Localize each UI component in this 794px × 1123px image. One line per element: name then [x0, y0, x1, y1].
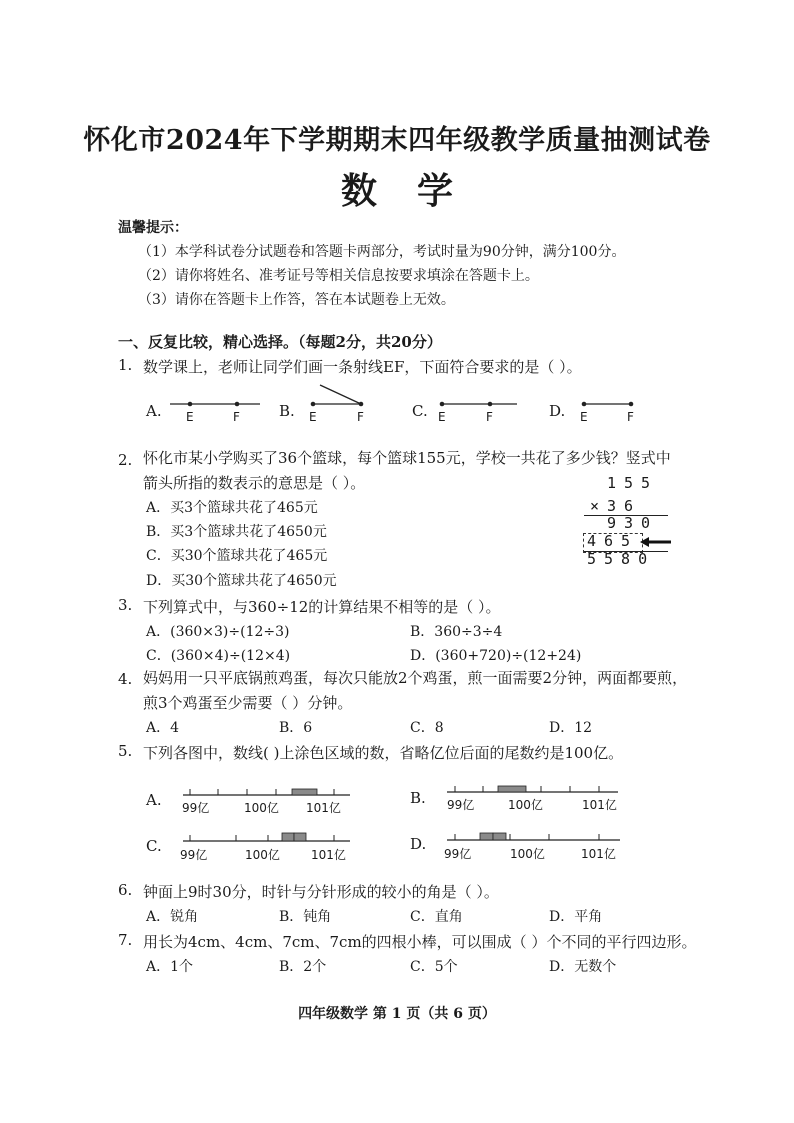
notice-item-1: （1）本学科试卷分试题卷和答题卡两部分，考试时量为90分钟，满分100分。 [138, 244, 626, 260]
q7-option-b: B．2个 [279, 959, 327, 975]
mult-row-product: 5580 [587, 550, 656, 568]
q5-number: 5. [118, 742, 133, 760]
q2-option-a: A．买3个篮球共花了465元 [146, 500, 318, 516]
q5-line-b [447, 786, 618, 792]
q2-text-line1: 怀化市某小学购买了36个篮球，每个篮球155元，学校一共花了多少钱？竖式中 [143, 449, 671, 467]
q4-text-line2: 煎3个鸡蛋至少需要（ ）分钟。 [143, 694, 353, 712]
q2-option-b: B．买3个篮球共花了4650元 [146, 524, 327, 540]
notice-item-3: （3）请你在答题卡上作答，答在本试题卷上无效。 [138, 292, 455, 308]
q1-number: 1. [118, 356, 133, 374]
q4-text-line1: 妈妈用一只平底锅煎鸡蛋，每次只能放2个鸡蛋，煎一面需要2分钟，两面都要煎， [143, 669, 688, 687]
q4-number: 4. [118, 670, 133, 688]
q5-d-label-99: 99亿 [444, 847, 472, 861]
q7-option-d: D．无数个 [549, 959, 617, 975]
q1-d-label-e: E [580, 410, 588, 424]
mult-row-multiplier: ×36 [590, 497, 642, 515]
q3-number: 3. [118, 596, 133, 614]
q1-d-label-f: F [627, 410, 634, 424]
q4-option-d: D．12 [549, 720, 593, 736]
q7-option-c: C．5个 [410, 959, 458, 975]
q5-b-label-101: 101亿 [582, 798, 617, 812]
exam-title: 怀化市2024年下学期期末四年级教学质量抽测试卷 [83, 125, 711, 156]
q1-option-a-label: A. [146, 402, 162, 420]
q5-c-label-99: 99亿 [180, 848, 208, 862]
q4-option-a: A．4 [146, 720, 180, 736]
q5-option-d-label: D. [410, 835, 427, 853]
q5-option-a-label: A. [146, 791, 162, 809]
q2-option-c: C．买30个篮球共花了465元 [146, 548, 328, 564]
mult-row-partial-1: 930 [607, 514, 659, 532]
q1-option-d-label: D. [549, 402, 566, 420]
q3-option-d: D．(360+720)÷(12+24) [410, 648, 582, 664]
q6-option-a: A．锐角 [146, 909, 199, 925]
q5-d-label-100: 100亿 [510, 847, 545, 861]
q6-option-c: C．直角 [410, 909, 463, 925]
q5-c-label-101: 101亿 [311, 848, 346, 862]
q5-line-a [183, 789, 350, 795]
q7-number: 7. [118, 931, 133, 949]
section-1-heading: 一、反复比较，精心选择。（每题2分，共20分） [118, 333, 442, 351]
mult-row-multiplicand: 155 [607, 474, 659, 492]
q6-option-b: B．钝角 [279, 909, 332, 925]
q5-c-label-100: 100亿 [245, 848, 280, 862]
q5-a-label-101: 101亿 [306, 801, 341, 815]
notice-heading: 温馨提示： [118, 220, 188, 236]
q5-a-label-99: 99亿 [182, 801, 210, 815]
q5-d-label-101: 101亿 [581, 847, 616, 861]
q5-line-c [183, 833, 350, 841]
q6-number: 6. [118, 881, 133, 899]
q1-b-label-f: F [357, 410, 364, 424]
q1-a-label-f: F [233, 410, 240, 424]
q1-text: 数学课上，老师让同学们画一条射线EF，下面符合要求的是（ ）。 [143, 358, 582, 376]
q1-option-c-label: C. [412, 402, 428, 420]
q1-b-label-e: E [309, 410, 317, 424]
q6-text: 钟面上9时30分，时针与分针形成的较小的角是（ ）。 [143, 883, 499, 901]
q2-text-line2: 箭头所指的数表示的意思是（ ）。 [143, 474, 366, 492]
q4-option-b: B．6 [279, 720, 313, 736]
subject-title: 数学 [340, 170, 493, 212]
q2-number: 2. [118, 451, 133, 469]
q7-text: 用长为4cm、4cm、7cm、7cm的四根小棒，可以围成（ ）个不同的平行四边形。 [143, 933, 697, 951]
q4-option-c: C．8 [410, 720, 444, 736]
mult-row-partial-2: 465 [587, 532, 639, 550]
q6-option-d: D．平角 [549, 909, 603, 925]
q5-text: 下列各图中，数线( )上涂色区域的数，省略亿位后面的尾数约是100亿。 [143, 744, 624, 762]
page-footer: 四年级数学 第 1 页（共 6 页） [298, 1006, 496, 1022]
q1-a-label-e: E [186, 410, 194, 424]
q5-option-b-label: B. [410, 789, 426, 807]
q5-a-label-100: 100亿 [244, 801, 279, 815]
notice-item-2: （2）请你将姓名、准考证号等相关信息按要求填涂在答题卡上。 [138, 268, 539, 284]
q2-option-d: D．买30个篮球共花了4650元 [146, 573, 337, 589]
q5-line-d [447, 833, 620, 840]
q1-c-label-f: F [486, 410, 493, 424]
q3-option-b: B．360÷3÷4 [410, 624, 503, 640]
q1-option-b-label: B. [279, 402, 295, 420]
q3-text: 下列算式中，与360÷12的计算结果不相等的是（ ）。 [143, 598, 501, 616]
q3-option-a: A．(360×3)÷(12÷3) [146, 624, 290, 640]
q7-option-a: A．1个 [146, 959, 194, 975]
q3-option-c: C．(360×4)÷(12×4) [146, 648, 291, 664]
q1-c-label-e: E [438, 410, 446, 424]
q5-b-label-100: 100亿 [508, 798, 543, 812]
q5-option-c-label: C. [146, 837, 162, 855]
q5-b-label-99: 99亿 [447, 798, 475, 812]
